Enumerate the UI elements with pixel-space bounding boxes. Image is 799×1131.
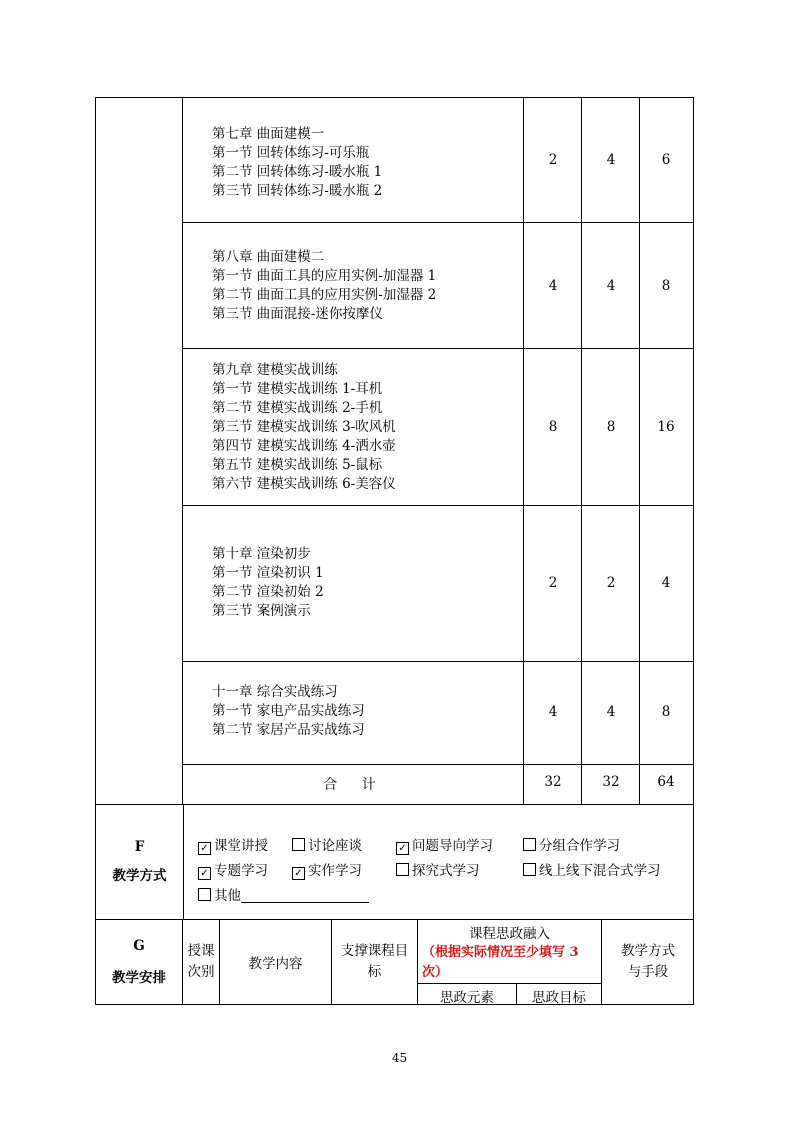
chapter-line: 十一章 综合实战练习: [212, 684, 338, 700]
schedule-table: [95, 97, 694, 805]
chapter-line: 第一节 回转体练习-可乐瓶: [212, 145, 370, 161]
chapter-line: 第二节 建模实战训练 2-手机: [212, 400, 383, 416]
ideology-note: （根据实际情况至少填写 3 次）: [422, 945, 579, 980]
section-g-label: [96, 919, 183, 1004]
chapter-line: 第五节 建模实战训练 5-鼠标: [212, 457, 383, 473]
chapter-line: 第十章 渲染初步: [212, 546, 311, 562]
hours-b: 4: [606, 278, 616, 294]
hours-b: 2: [606, 575, 616, 591]
hours-b: 4: [606, 152, 616, 168]
ideology-title: 课程思政融入: [469, 926, 550, 942]
row-divider: [182, 348, 693, 349]
method-option[interactable]: [198, 884, 369, 904]
chapter-line: 第三节 曲面混接-迷你按摩仪: [212, 306, 383, 322]
method-option[interactable]: [292, 834, 362, 854]
method-option[interactable]: [198, 859, 268, 880]
option-label: 问题导向学习: [412, 838, 493, 854]
chapter-line: 第九章 建模实战训练: [212, 362, 338, 378]
row-divider: [182, 505, 693, 506]
method-option[interactable]: [523, 834, 620, 854]
checkbox-icon[interactable]: [198, 888, 211, 901]
col-divider: [182, 98, 183, 804]
chapter-line: 第三节 案例演示: [212, 603, 311, 619]
option-label: 分组合作学习: [539, 838, 620, 854]
hours-total: 6: [661, 152, 671, 168]
hours-b: 8: [606, 419, 616, 435]
option-label: 课堂讲授: [214, 838, 268, 854]
chapter-line: 第二节 回转体练习-暖水瓶 1: [212, 164, 383, 180]
hours-total: 8: [661, 704, 671, 720]
hours-a: 4: [548, 278, 558, 294]
chapter-line: 第四节 建模实战训练 4-洒水壶: [212, 438, 396, 454]
col-divider: [639, 98, 640, 804]
option-label: 其他: [214, 888, 241, 904]
total-label: 合 计: [323, 777, 386, 793]
checkbox-checked-icon[interactable]: ✓: [396, 842, 409, 855]
hours-a: 2: [548, 575, 558, 591]
chapter-line: 第一节 家电产品实战练习: [212, 703, 365, 719]
method-option[interactable]: [198, 834, 268, 855]
hours-b: 4: [606, 704, 616, 720]
chapter-block: [212, 683, 365, 740]
checkbox-icon[interactable]: [396, 863, 409, 876]
row-divider: [418, 983, 601, 984]
hours-a: 4: [548, 704, 558, 720]
chapter-block: [212, 248, 436, 324]
chapter-block: [212, 125, 382, 201]
chapter-line: 第一节 建模实战训练 1-耳机: [212, 381, 383, 397]
col-divider: [523, 98, 524, 804]
checkbox-icon[interactable]: [523, 863, 536, 876]
page-number: 45: [391, 1051, 408, 1065]
checkbox-checked-icon[interactable]: ✓: [198, 867, 211, 880]
ideology-element: 思政元素: [440, 990, 494, 1006]
hours-total: 16: [657, 419, 675, 435]
chapter-line: 第六节 建模实战训练 6-美容仪: [212, 476, 396, 492]
header-content: 教学内容: [220, 919, 332, 1004]
method-option[interactable]: [396, 859, 480, 879]
chapter-line: 第一节 曲面工具的应用实例-加湿器 1: [212, 268, 437, 284]
header-ideology: [418, 919, 602, 1004]
hours-total: 8: [661, 278, 671, 294]
other-blank-field[interactable]: [241, 888, 369, 903]
teaching-methods-section: [95, 804, 694, 920]
option-label: 讨论座谈: [308, 838, 362, 854]
checkbox-checked-icon[interactable]: ✓: [292, 867, 305, 880]
row-divider: [182, 661, 693, 662]
ideology-goal: 思政目标: [532, 990, 586, 1006]
chapter-line: 第三节 建模实战训练 3-吹风机: [212, 419, 396, 435]
chapter-line: 第二节 曲面工具的应用实例-加湿器 2: [212, 287, 437, 303]
chapter-line: 第二节 家居产品实战练习: [212, 722, 365, 738]
option-label: 实作学习: [308, 863, 362, 879]
section-letter: G: [133, 937, 145, 954]
col-divider: [581, 98, 582, 804]
header-course-goal: 支撑课程目标: [332, 919, 418, 1004]
total-c: 64: [657, 774, 675, 790]
total-b: 32: [602, 774, 620, 790]
hours-a: 2: [548, 152, 558, 168]
section-letter: F: [134, 839, 145, 855]
checkbox-icon[interactable]: [523, 838, 536, 851]
teaching-arrangement-section: [95, 919, 694, 1005]
chapter-line: 第一节 渲染初识 1: [212, 565, 324, 581]
option-label: 专题学习: [214, 863, 268, 879]
chapter-block: [212, 545, 324, 621]
section-title: 教学方式: [112, 868, 167, 884]
total-a: 32: [544, 774, 562, 790]
chapter-line: 第八章 曲面建模二: [212, 249, 325, 265]
row-divider: [182, 764, 693, 765]
option-label: 探究式学习: [412, 863, 480, 879]
method-option[interactable]: [396, 834, 493, 855]
chapter-block: [212, 361, 396, 494]
section-title: 教学安排: [112, 969, 166, 986]
chapter-line: 第七章 曲面建模一: [212, 126, 325, 142]
checkbox-checked-icon[interactable]: ✓: [198, 842, 211, 855]
hours-a: 8: [548, 419, 558, 435]
hours-total: 4: [661, 575, 671, 591]
method-option[interactable]: [523, 859, 661, 879]
header-session: 授课次别: [183, 919, 220, 1004]
chapter-line: 第二节 渲染初始 2: [212, 584, 324, 600]
method-option[interactable]: [292, 859, 362, 880]
chapter-line: 第三节 回转体练习-暖水瓶 2: [212, 183, 383, 199]
checkbox-icon[interactable]: [292, 838, 305, 851]
header-method: 教学方式与手段: [621, 942, 675, 980]
row-divider: [182, 222, 693, 223]
section-f-label: [96, 804, 184, 919]
option-label: 线上线下混合式学习: [539, 863, 661, 879]
